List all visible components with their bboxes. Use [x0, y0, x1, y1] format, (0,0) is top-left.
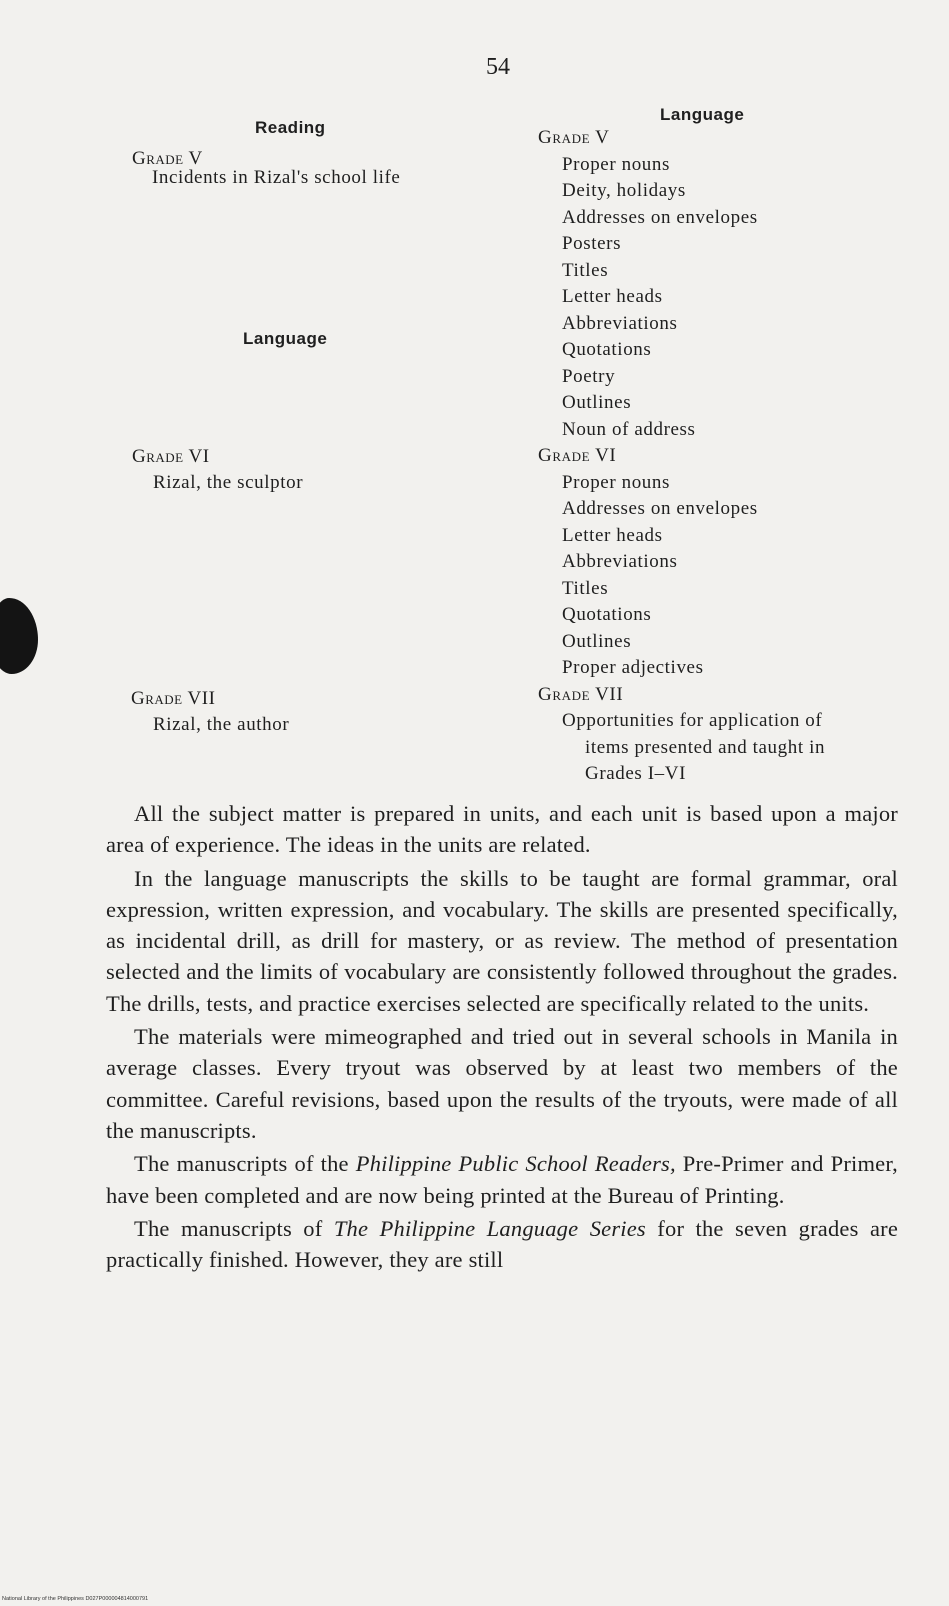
paragraph: All the subject matter is prepared in units, and each unit is based upon a major area of experience. The ideas in the units are related.	[106, 801, 898, 858]
right-grade-vii-label: Grade VII	[538, 683, 624, 705]
book-title: The Philippine Language Series	[333, 1215, 646, 1241]
left-grade-vii-label: Grade VII	[131, 688, 216, 709]
list-item: Proper nouns	[562, 153, 670, 175]
body-text	[106, 798, 898, 1277]
list-item: Abbreviations	[562, 551, 678, 572]
paragraph-text: The manuscripts of	[134, 1215, 334, 1241]
list-item: Quotations	[562, 604, 652, 625]
paragraph: In the language manuscripts the skills to be taught are formal grammar, oral expression, written expression, and vocabulary. The skills are presented specifically, as incidental drill, as drill for mastery, or as review. The method of presentation selected and the limits of vocabulary are consistently followed throughout the grades. The drills, tests, and practice exercises selected are specifically related to the units.	[106, 865, 898, 1016]
left-grade-v-label: Grade V	[132, 148, 203, 169]
paragraph: The materials were mimeographed and tried out in several schools in Manila in average classes. Every tryout was observed by at least two members of the committee. Careful revisions, based upon the results of the tryouts, were made of all the manuscripts.	[106, 1024, 898, 1143]
list-item: Outlines	[562, 392, 632, 413]
book-title: Philippine Public School Readers,	[355, 1151, 676, 1177]
list-item-continuation: Grades I–VI	[585, 763, 687, 784]
right-grade-v-label: Grade V	[538, 127, 610, 148]
list-item: Outlines	[562, 630, 632, 652]
left-grade-vi-entry: Rizal, the sculptor	[153, 472, 304, 493]
list-item: Titles	[562, 259, 609, 281]
list-item: Letter heads	[562, 524, 663, 546]
right-language-heading: Language	[660, 105, 745, 124]
list-item: Abbreviations	[562, 312, 678, 334]
list-item: Quotations	[562, 339, 652, 360]
paragraph-text: The manuscripts of the	[134, 1151, 356, 1177]
list-item: Proper adjectives	[562, 657, 704, 678]
paragraph-text: for the seven grades are practically finished. However, they are still	[106, 1215, 899, 1273]
paragraph	[106, 1213, 898, 1276]
list-item: Deity, holidays	[562, 180, 686, 201]
list-item: Poetry	[562, 365, 616, 387]
list-item: Posters	[562, 233, 622, 254]
list-item-continuation: items presented and taught in	[585, 736, 826, 758]
left-language-heading: Language	[243, 329, 328, 348]
list-item: Titles	[562, 577, 609, 599]
page-number: 54	[486, 54, 510, 80]
left-grade-vii-entry: Rizal, the author	[153, 714, 290, 735]
right-grade-vi-label: Grade VI	[538, 445, 617, 466]
list-item: Opportunities for application of	[562, 710, 823, 731]
footer-caption: National Library of the Philippines D027P000004814000791	[2, 1596, 149, 1602]
left-grade-vi-label: Grade VI	[132, 446, 210, 467]
paragraph	[106, 1148, 898, 1211]
left-grade-v-entry: Incidents in Rizal's school life	[152, 167, 401, 188]
list-item: Proper nouns	[562, 471, 670, 493]
list-item: Addresses on envelopes	[562, 206, 758, 228]
reading-heading: Reading	[255, 118, 326, 137]
language-skills-list	[538, 125, 918, 788]
paragraph-text: Pre-Primer and Primer, have been completed and are now being printed at the Bureau of Printing.	[106, 1151, 898, 1208]
list-item: Letter heads	[562, 286, 663, 307]
list-item: Addresses on envelopes	[562, 498, 758, 519]
list-item: Noun of address	[562, 418, 696, 440]
ink-blot	[0, 598, 38, 674]
